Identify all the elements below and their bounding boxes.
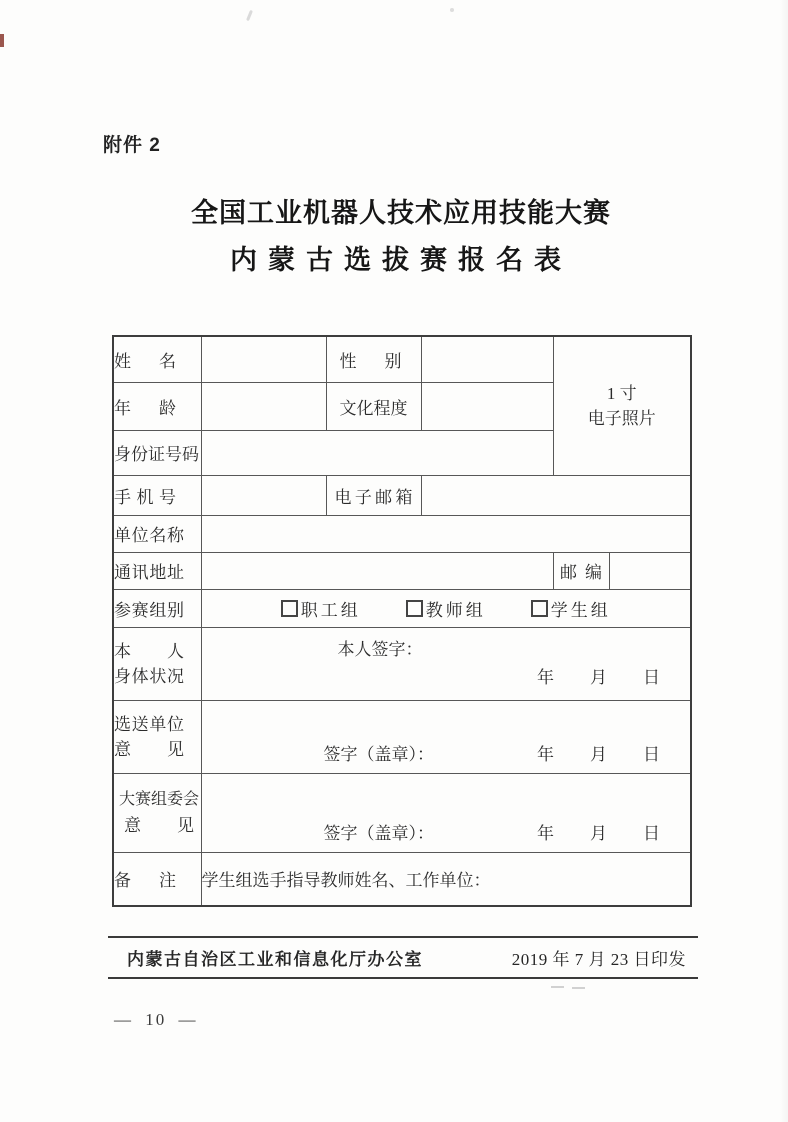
address-label: 通讯地址 <box>114 563 184 582</box>
address-label-cell <box>113 552 201 589</box>
health-content-cell <box>201 627 691 700</box>
recommend-date-line <box>537 740 660 765</box>
date-year-label: 年 <box>537 823 554 843</box>
name-value-cell <box>201 336 326 382</box>
id-label: 身份证号码 <box>114 445 199 464</box>
education-label-cell <box>326 382 421 430</box>
committee-label-line2: 意见 <box>124 815 194 835</box>
age-label-cell <box>113 382 201 430</box>
health-label-line2: 身体状况 <box>114 666 184 686</box>
health-label-cell <box>113 627 201 700</box>
scan-speck <box>450 8 454 12</box>
committee-signature-label: 签字（盖章）： <box>323 823 434 843</box>
footer-rule-top <box>108 936 698 938</box>
worker-group-label: 职工组 <box>300 600 361 620</box>
page-number: — 10 — <box>114 1010 198 1029</box>
age-value-cell <box>201 382 326 430</box>
name-label-cell <box>113 336 201 382</box>
recommend-content-cell <box>201 700 691 773</box>
recommend-signature-label: 签字（盖章）： <box>323 744 434 764</box>
group-options-cell <box>201 589 691 627</box>
education-value-cell <box>421 382 553 430</box>
group-option-worker <box>281 596 361 621</box>
gender-label: 性别 <box>339 351 402 371</box>
form-title-line2: 内蒙古选拔赛报名表 <box>230 245 572 275</box>
committee-label-line1: 大赛组委会 <box>119 791 200 809</box>
scan-speck <box>246 10 253 21</box>
group-label: 参赛组别 <box>114 600 184 620</box>
group-option-student <box>531 596 611 621</box>
form-title-line1: 全国工业机器人技术应用技能大赛 <box>191 198 611 228</box>
gender-label-cell <box>326 336 421 382</box>
date-day-label: 日 <box>643 744 660 764</box>
scan-dash <box>572 987 585 989</box>
remarks-content-cell <box>201 852 691 906</box>
education-label: 文化程度 <box>339 398 408 418</box>
photo-note-line1: 1 寸 <box>606 383 637 403</box>
health-signature-label: 本人签字： <box>337 639 423 659</box>
date-month-label: 月 <box>590 744 607 764</box>
recommend-label-cell <box>113 700 201 773</box>
email-label: 电子邮箱 <box>334 487 413 507</box>
date-day-label: 日 <box>643 667 660 687</box>
committee-label-cell <box>113 773 201 852</box>
issuer-text: 内蒙古自治区工业和信息化厅办公室 <box>127 950 423 969</box>
registration-table <box>112 335 692 907</box>
checkbox-teacher-group-icon <box>406 600 423 617</box>
employer-value-cell <box>201 515 691 552</box>
scan-mark-red <box>0 34 4 47</box>
student-group-label: 学生组 <box>550 600 611 620</box>
id-value-cell <box>201 430 553 475</box>
group-option-teacher <box>406 596 486 621</box>
email-label-cell <box>326 475 421 515</box>
attachment-label: 附件 2 <box>103 135 161 156</box>
mobile-value-cell <box>201 475 326 515</box>
mobile-label: 手机号 <box>114 487 176 507</box>
date-month-label: 月 <box>590 823 607 843</box>
date-month-label: 月 <box>590 667 607 687</box>
email-value-cell <box>421 475 691 515</box>
remarks-content: 学生组选手指导教师姓名、工作单位： <box>201 871 491 891</box>
age-label: 年龄 <box>114 398 176 418</box>
name-label: 姓名 <box>114 351 176 371</box>
id-label-cell <box>113 430 201 475</box>
remarks-label-cell <box>113 852 201 906</box>
date-day-label: 日 <box>643 823 660 843</box>
health-label-line1: 本人 <box>114 641 184 661</box>
committee-content-cell <box>201 773 691 852</box>
health-date-line <box>537 663 660 688</box>
footer-rule-bottom <box>108 977 698 979</box>
photo-cell <box>553 336 691 475</box>
issue-date-text: 2019 年 7 月 23 日印发 <box>511 950 686 969</box>
date-year-label: 年 <box>537 667 554 687</box>
mobile-label-cell <box>113 475 201 515</box>
recommend-label-line1: 选送单位 <box>114 714 184 734</box>
postcode-label-cell <box>553 552 609 589</box>
employer-label-cell <box>113 515 201 552</box>
date-year-label: 年 <box>537 744 554 764</box>
gender-value-cell <box>421 336 553 382</box>
postcode-value-cell <box>609 552 691 589</box>
recommend-label-line2: 意见 <box>114 739 184 759</box>
employer-label: 单位名称 <box>114 526 184 545</box>
address-value-cell <box>201 552 553 589</box>
group-label-cell <box>113 589 201 627</box>
photo-note-line2: 电子照片 <box>587 408 656 428</box>
checkbox-worker-group-icon <box>281 600 298 617</box>
teacher-group-label: 教师组 <box>425 600 486 620</box>
checkbox-student-group-icon <box>531 600 548 617</box>
postcode-label: 邮编 <box>560 563 602 582</box>
page-edge-shade <box>780 0 788 1122</box>
scan-dash <box>551 986 564 988</box>
remarks-label: 备注 <box>114 871 176 891</box>
form-title <box>112 196 690 277</box>
committee-date-line <box>537 819 660 844</box>
